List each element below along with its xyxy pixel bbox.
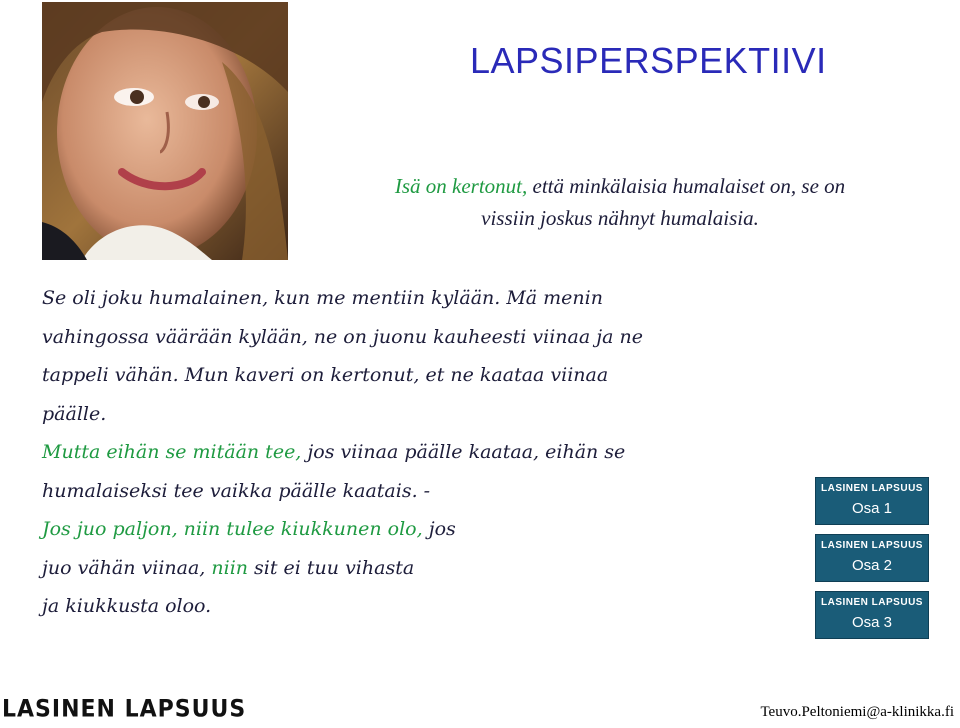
badge-title: LASINEN LAPSUUS bbox=[821, 597, 923, 608]
quote-line-2: vahingossa väärään kylään, ne on juonu kauheesti viinaa ja ne bbox=[42, 325, 643, 348]
quote-line-1: Se oli joku humalainen, kun me mentiin kylään. Mä menin bbox=[42, 287, 603, 309]
intro-quote bbox=[300, 170, 940, 234]
badge-title: LASINEN LAPSUUS bbox=[821, 483, 923, 494]
quote-line-5 bbox=[42, 433, 762, 472]
osa-1-button[interactable] bbox=[815, 477, 929, 525]
osa-2-button[interactable] bbox=[815, 534, 929, 582]
badge-title: LASINEN LAPSUUS bbox=[821, 540, 923, 551]
intro-line-2: vissiin joskus nähnyt humalaisia. bbox=[481, 206, 759, 230]
quote-line-6: humalaiseksi tee vaikka päälle kaatais. - bbox=[42, 479, 431, 502]
page-title: LAPSIPERSPEKTIIVI bbox=[470, 40, 827, 81]
quote-line-8-rest: sit ei tuu vihasta bbox=[248, 556, 415, 579]
quote-line-5-rest: jos viinaa päälle kaataa, eihän se bbox=[301, 441, 626, 463]
quote-line-8-highlight: niin bbox=[211, 556, 249, 579]
badge-label: Osa 3 bbox=[851, 614, 893, 631]
quote-line-8-a: juo vähän viinaa, bbox=[42, 556, 212, 579]
quote-line-7-highlight: Jos juo paljon, niin tulee kiukkunen olo, bbox=[42, 518, 423, 540]
child-photo bbox=[42, 2, 288, 260]
quote-line-8 bbox=[42, 549, 762, 588]
author-email: Teuvo.Peltoniemi@a-klinikka.fi bbox=[760, 704, 954, 720]
child-quote bbox=[42, 279, 762, 626]
quote-line-4: päälle. bbox=[42, 402, 107, 425]
intro-line-1 bbox=[300, 170, 940, 202]
quote-line-7-rest: jos bbox=[422, 518, 456, 540]
quote-line-7 bbox=[42, 510, 762, 549]
badge-label: Osa 2 bbox=[851, 557, 893, 574]
badge-label: Osa 1 bbox=[851, 500, 893, 517]
quote-line-9: ja kiukkusta oloo. bbox=[42, 595, 212, 617]
lasinen-lapsuus-logo: LASINEN LAPSUUS bbox=[2, 695, 247, 724]
quote-line-5-highlight: Mutta eihän se mitään tee, bbox=[42, 441, 302, 463]
osa-3-button[interactable] bbox=[815, 591, 929, 639]
intro-line-1-rest: että minkälaisia humalaiset on, se on bbox=[527, 174, 846, 198]
intro-highlight: Isä on kertonut, bbox=[394, 174, 528, 198]
quote-line-3: tappeli vähän. Mun kaveri on kertonut, et ne kaataa viinaa bbox=[42, 364, 609, 386]
